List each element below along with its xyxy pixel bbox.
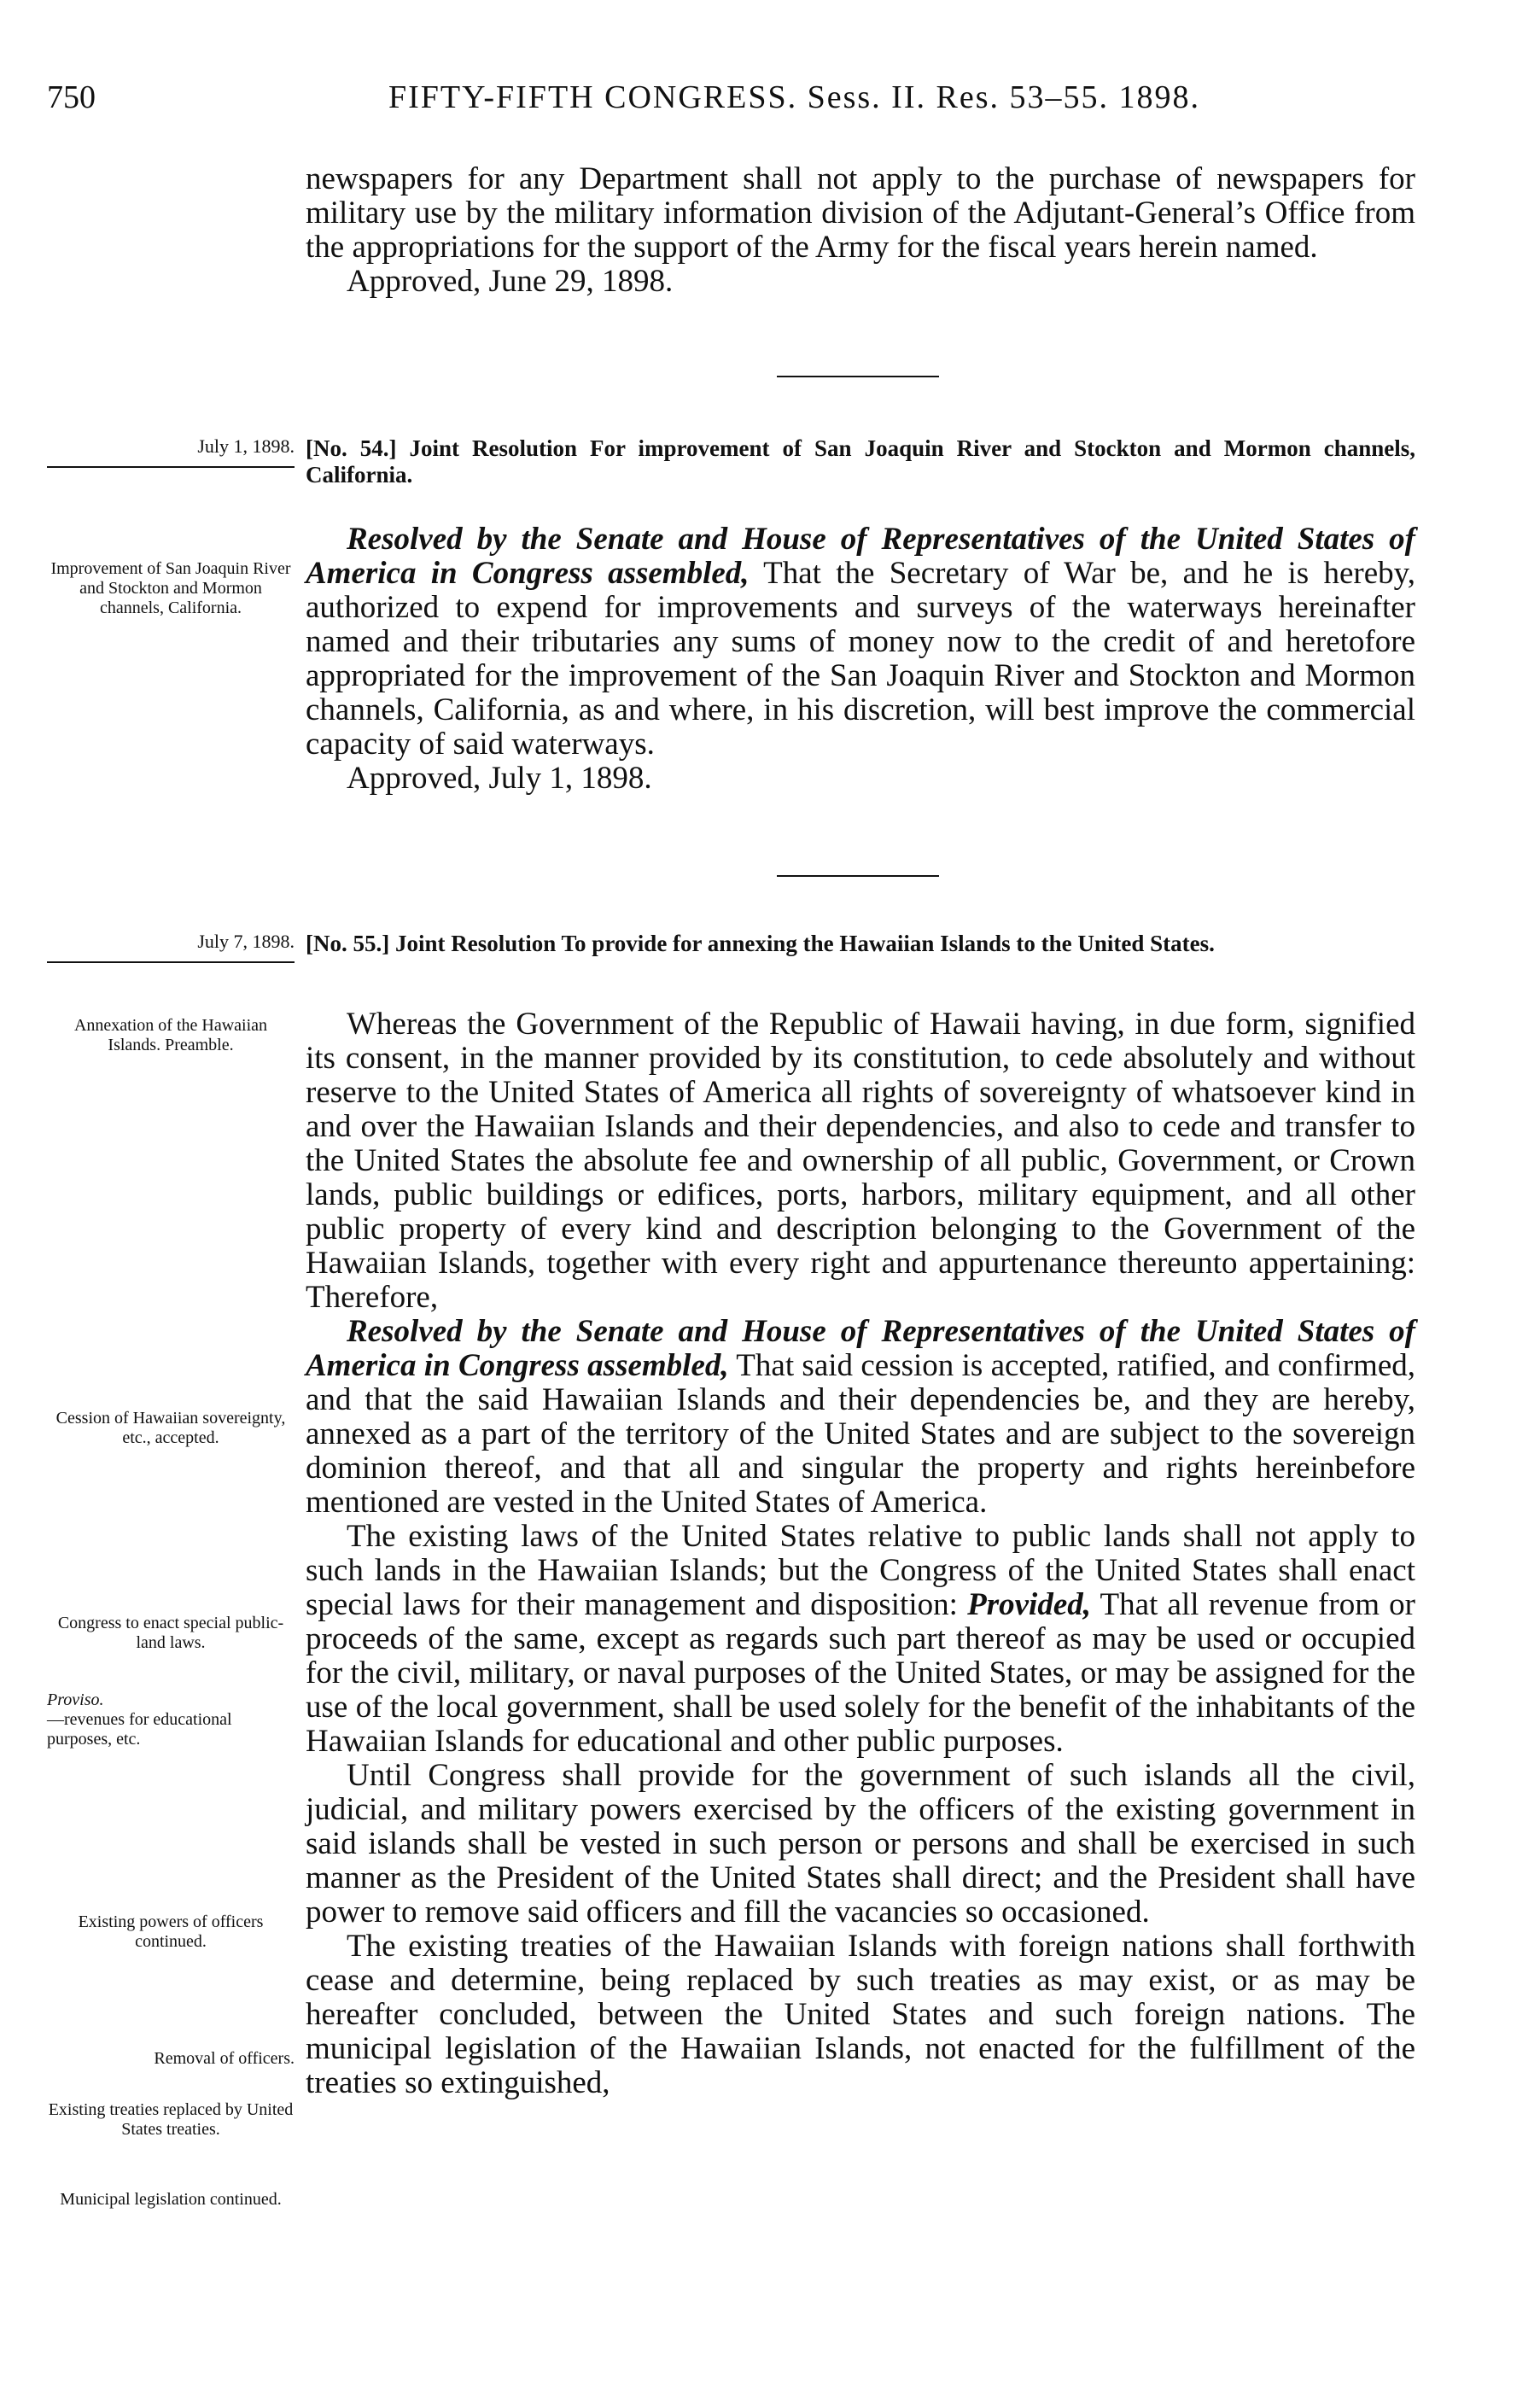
res54-resolved-text: That the Secretary of War be, and he is hereby, authorized to expend for improvements and surveys of the waterways hereinafter named and their tributaries any sums of money now to the credit of and heretofore appropriated for the improvement of the San Joaquin River and Stockton and Mormon channels, California, as and where, in his discretion, will best improve the commercial capacity of said waterways. bbox=[306, 556, 1415, 762]
separator-rule bbox=[777, 875, 939, 877]
res55-powers: Until Congress shall provide for the government of such islands all the civil, judicial, and military powers exercised by the officers of the existing government in said islands shall be vested in such person or persons and shall be exercised in such manner as the President of the United States shall direct; and the President shall have power to remove said officers and fill the vacancies so occasioned. bbox=[306, 1758, 1415, 1930]
margin-note-removal: Removal of officers. bbox=[154, 2049, 295, 2068]
page-number: 750 bbox=[47, 79, 96, 115]
res53-text: newspapers for any Department shall not apply to the purchase of newspapers for military use by the military information division of the Adjutant-General’s Office from the appropriations for the support of the Army for the fiscal years herein named. bbox=[306, 161, 1415, 265]
margin-note-powers: Existing powers of officers continued. bbox=[78, 1912, 264, 1951]
margin-proviso-label: Proviso. bbox=[47, 1690, 104, 1709]
res55-resolved bbox=[306, 1315, 1415, 1520]
res53-body bbox=[306, 162, 1415, 299]
margin-note-san-joaquin: Improvement of San Joaquin River and Stockton and Mormon channels, California. bbox=[50, 559, 291, 617]
res53-approved: Approved, June 29, 1898. bbox=[347, 264, 674, 299]
margin-note-public-land: Congress to enact special public-land laws. bbox=[57, 1614, 284, 1652]
running-head: FIFTY-FIFTH CONGRESS. Sess. II. Res. 53–55. 1898. bbox=[388, 79, 1200, 115]
res54-approved: Approved, July 1, 1898. bbox=[347, 761, 652, 796]
margin-proviso-text: —revenues for educational purposes, etc. bbox=[47, 1710, 232, 1749]
margin-note-preamble: Annexation of the Hawaiian Islands. Preamble. bbox=[73, 1016, 268, 1054]
res55-heading: [No. 55.] Joint Resolution To provide for annexing the Hawaiian Islands to the United States. bbox=[306, 931, 1215, 956]
res54-heading: [No. 54.] Joint Resolution For improvement of San Joaquin River and Stockton and Mormon channels, California. bbox=[306, 435, 1415, 488]
res54-date: July 1, 1898. bbox=[197, 435, 295, 457]
res55-date: July 7, 1898. bbox=[197, 931, 295, 952]
separator-rule bbox=[777, 376, 939, 377]
res54-resolved-italic: Resolved by the Senate and House of Representatives of the United States of America in Congress assembled, bbox=[306, 522, 1415, 591]
res55-public-lands-b: That all revenue from or proceeds of the same, except as regards such part thereof as may be used or occupied for the civil, military, or naval purposes of the United States, or may be assigned for the use of the local government, shall be used solely for the benefit of the inhabitants of the Hawaiian Islands for educational and other public purposes. bbox=[306, 1587, 1416, 1759]
res55-resolved-text: That said cession is accepted, ratified, and confirmed, and that the said Hawaiian Islands and their dependencies be, and they are hereby, annexed as a part of the territory of the United States and are subject to the sovereign dominion thereof, and that all and singular the property and rights hereinbefore mentioned are vested in the United States of America. bbox=[306, 1348, 1415, 1520]
res54-resolved bbox=[306, 523, 1415, 762]
margin-note-treaties: Existing treaties replaced by United States treaties. bbox=[48, 2100, 294, 2139]
res55-resolved-italic: Resolved by the Senate and House of Representatives of the United States of America in Congress assembled, bbox=[306, 1314, 1415, 1383]
margin-note-cession: Cession of Hawaiian sovereignty, etc., accepted. bbox=[55, 1409, 286, 1447]
res55-margin bbox=[47, 0, 295, 2394]
res54-body bbox=[306, 523, 1415, 796]
res55-public-lands bbox=[306, 1520, 1415, 1759]
res55-whereas: Whereas the Government of the Republic of Hawaii having, in due form, signified its consent, in the manner provided by its constitution, to cede absolutely and without reserve to the United States of America all rights of sovereignty of whatsoever kind in and over the Hawaiian Islands and their dependencies, and also to cede and transfer to the United States the absolute fee and ownership of all public, Government, or Crown lands, public buildings or edifices, ports, harbors, military equipment, and all other public property of every kind and description belonging to the Government of the Hawaiian Islands, together with every right and appurtenance thereunto appertaining: Therefore, bbox=[306, 1007, 1415, 1315]
margin-note-municipal: Municipal legislation continued. bbox=[60, 2190, 282, 2209]
res55-public-lands-a: The existing laws of the United States relative to public lands shall not apply to such lands in the Hawaiian Islands; but the Congress of the United States shall enact special laws for their management and disposition: bbox=[306, 1519, 1415, 1622]
margin-note-proviso bbox=[47, 1690, 295, 1749]
res55-treaties: The existing treaties of the Hawaiian Islands with foreign nations shall forthwith cease and determine, being replaced by such treaties as may exist, or as may be hereafter concluded, between the United States and such foreign nations. The municipal legislation of the Hawaiian Islands, not enacted for the fulfillment of the treaties so extinguished, bbox=[306, 1929, 1415, 2100]
res55-provided: Provided, bbox=[967, 1587, 1091, 1622]
res55-body bbox=[306, 1007, 1415, 2100]
